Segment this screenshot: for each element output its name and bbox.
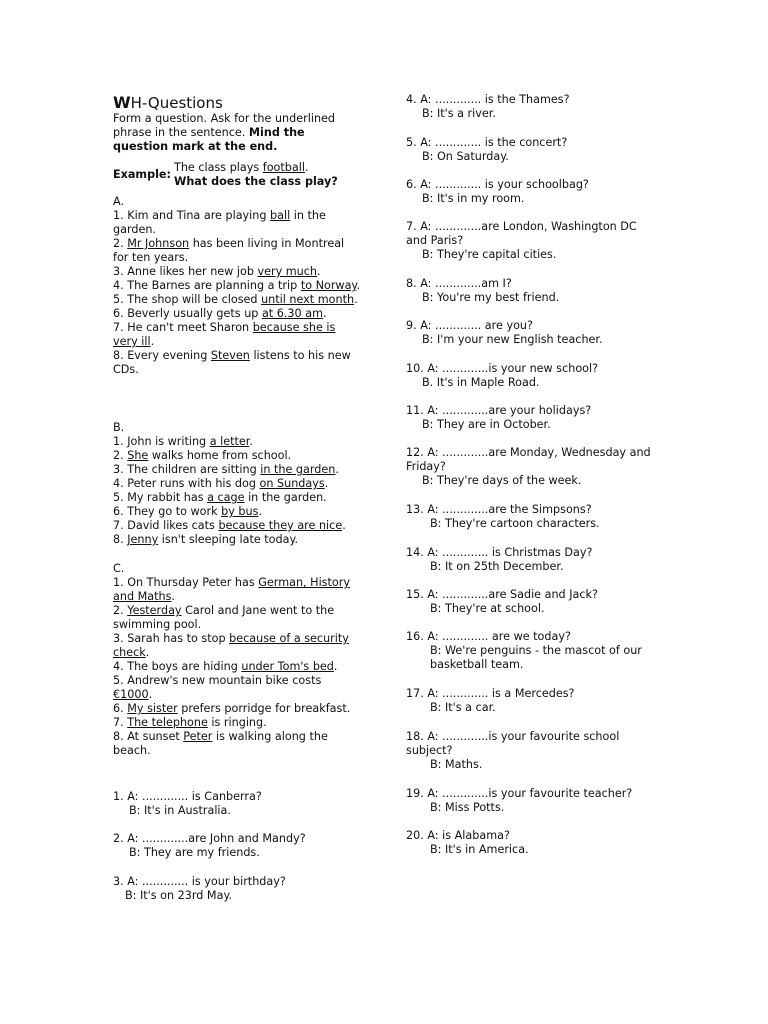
underlined-phrase: Jenny [127,533,159,546]
sentence-text: 3. The children are sitting [113,463,261,476]
qa-item [113,790,363,818]
answer-line: B: It's in America. [430,843,529,856]
question-line: 18. A: .............is your favourite school subject? [406,730,620,757]
answer-line: B: I'm your new English teacher. [422,333,603,346]
sentence-text: 1. Kim and Tina are playing [113,209,271,222]
qa-item [113,875,363,903]
qa-item [406,503,656,531]
instructions-text: Form a question. Ask for the underlined phrase in the sentence. [113,112,336,139]
exercise-sentence [113,533,361,547]
sentence-text: is walking along the beach. [113,730,328,757]
instructions [113,112,358,154]
underlined-phrase: a letter [209,435,250,448]
answer-line: B: It's a river. [422,107,496,120]
sentence-text: 7. He can't meet Sharon [113,321,253,334]
underlined-phrase: She [127,449,149,462]
sentence-text: 1. John is writing [113,435,210,448]
underlined-phrase: by bus [221,505,259,518]
sentence-text: 8. At sunset [113,730,184,743]
exercise-sentence [113,321,361,349]
qa-item [406,93,656,121]
sentence-text: 2. [113,449,128,462]
answer-line: B: You're my best friend. [422,291,560,304]
exercise-sentence [113,604,361,632]
underlined-phrase: to Norway [300,279,357,292]
sentence-text: 4. The Barnes are planning a trip [113,279,301,292]
example-underlined: football [262,161,305,174]
qa-item [406,136,656,164]
section-heading: A. [113,195,125,208]
underlined-phrase: Steven [210,349,250,362]
qa-item [406,687,656,715]
sentence-text: 8. Every evening [113,349,211,362]
sentence-text: isn't sleeping late today. [158,533,299,546]
sentence-text: prefers porridge for breakfast. [177,702,351,715]
exercise-sentence [113,519,361,533]
answer-line: B: They are my friends. [129,846,260,859]
sentence-text: in the garden. [113,209,326,236]
underlined-phrase: a cage [207,491,245,504]
underlined-phrase: Yesterday [127,604,182,617]
qa-item [406,588,656,616]
question-line: 12. A: .............are Monday, Wednesday and Friday? [406,446,651,473]
underlined-phrase: because of a security check [113,632,349,659]
sentence-text: 5. The shop will be closed [113,293,262,306]
answer-line: B: They're at school. [430,602,545,615]
sentence-text: . [150,335,155,348]
exercise-sentence [113,632,361,660]
sentence-text: 4. Peter runs with his dog [113,477,260,490]
exercise-sentence [113,463,361,477]
sentence-text: . [335,463,339,476]
underlined-phrase: in the garden [260,463,336,476]
qa-item [406,829,656,857]
underlined-phrase: German, History and Maths [113,576,350,603]
answer-line: B: It's in Australia. [129,804,231,817]
exercise-sentence [113,307,361,321]
section-c [113,562,361,758]
sentence-text: 6. [113,702,128,715]
question-line: 1. A: ............. is Canberra? [113,790,262,803]
exercise-sentence [113,702,361,716]
underlined-phrase: Mr Johnson [127,237,190,250]
question-line: 9. A: ............. are you? [406,319,533,332]
question-line: 19. A: .............is your favourite teacher? [406,787,633,800]
underlined-phrase: ball [270,209,291,222]
question-line: 20. A: is Alabama? [406,829,510,842]
question-line: 6. A: ............. is your schoolbag? [406,178,589,191]
qa-item [406,277,656,305]
example-sentence-pre: The class plays [174,161,263,174]
exercise-sentence [113,265,361,279]
qa-item [406,630,656,672]
qa-item [406,730,656,772]
question-line: 7. A: .............are London, Washington DC and Paris? [406,220,637,247]
question-line: 13. A: .............are the Simpsons? [406,503,592,516]
qa-item [406,220,656,262]
answer-line: B: They're days of the week. [422,474,582,487]
sentence-text: 5. My rabbit has [113,491,208,504]
question-line: 4. A: ............. is the Thames? [406,93,570,106]
sentence-text: . [356,279,361,292]
title-rest: H-Questions [130,94,223,112]
sentence-text: 8. [113,533,128,546]
exercise-sentence [113,349,361,377]
answer-line: B: It on 25th December. [430,560,564,573]
underlined-phrase: Peter [183,730,213,743]
sentence-text: . [249,435,253,448]
exercise-sentence [113,674,361,702]
section-b [113,421,361,547]
underlined-phrase: because she is very ill [113,321,336,348]
example-sentence-post: . [304,161,309,174]
example-sentence [174,161,309,175]
underlined-phrase: until next month [261,293,355,306]
exercise-sentence [113,660,361,674]
question-line: 10. A: .............is your new school? [406,362,599,375]
title-initial: W [113,93,131,112]
underlined-phrase: on Sundays [259,477,325,490]
qa-item [113,832,363,860]
qa-item [406,546,656,574]
question-line: 16. A: ............. are we today? [406,630,571,643]
exercise-sentence [113,576,361,604]
answer-line: B: It's in my room. [422,192,525,205]
underlined-phrase: under Tom's bed [241,660,334,673]
qa-item [406,446,656,488]
underlined-phrase: at 6.30 am [261,307,323,320]
sentence-text: 2. [113,604,128,617]
section-a [113,195,361,377]
sentence-text: has been living in Montreal for ten years. [113,237,345,264]
underlined-phrase: because they are nice [218,519,343,532]
sentence-text: . [354,293,358,306]
sentence-text: 7. [113,716,128,729]
sentence-text: 2. [113,237,128,250]
section-heading: C. [113,562,125,575]
exercise-sentence [113,209,361,237]
question-line: 11. A: .............are your holidays? [406,404,592,417]
sentence-text: 7. David likes cats [113,519,219,532]
answer-line: B: They're capital cities. [422,248,557,261]
question-line: 5. A: ............. is the concert? [406,136,568,149]
answer-line: B: It's a car. [430,701,496,714]
sentence-text: . [148,688,153,701]
sentence-text: . [342,519,346,532]
sentence-text: 3. Anne likes her new job [113,265,258,278]
example-answer: What does the class play? [174,175,338,188]
qa-item [406,787,656,815]
example-label: Example: [113,168,171,181]
answer-line: B: We're penguins - the mascot of our basketball team. [430,644,642,671]
question-line: 2. A: .............are John and Mandy? [113,832,306,845]
sentence-text: . [322,307,327,320]
exercise-sentence [113,716,361,730]
section-heading: B. [113,421,125,434]
exercise-sentence [113,293,361,307]
sentence-text: 5. Andrew's new mountain bike costs [113,674,322,687]
sentence-text: . [258,505,263,518]
answer-line: B: Miss Potts. [430,801,505,814]
sentence-text: is ringing. [207,716,267,729]
exercise-sentence [113,237,361,265]
answer-line: B: They're cartoon characters. [430,517,600,530]
sentence-text: . [317,265,321,278]
question-line: 15. A: .............are Sadie and Jack? [406,588,598,601]
exercise-sentence [113,449,361,463]
question-line: 14. A: ............. is Christmas Day? [406,546,593,559]
qa-item [406,178,656,206]
exercise-sentence [113,505,361,519]
sentence-text: listens to his new CDs. [113,349,351,376]
question-line: 3. A: ............. is your birthday? [113,875,286,888]
sentence-text: . [324,477,329,490]
exercise-sentence [113,477,361,491]
qa-item [406,404,656,432]
underlined-phrase: My sister [127,702,178,715]
sentence-text: walks home from school. [148,449,292,462]
answer-line: B: They are in October. [422,418,551,431]
underlined-phrase: very much [257,265,318,278]
sentence-text: 6. Beverly usually gets up [113,307,262,320]
worksheet-title [113,94,223,112]
exercise-sentence [113,491,361,505]
sentence-text: . [333,660,338,673]
sentence-text: in the garden. [244,491,327,504]
exercise-sentence [113,730,361,758]
exercise-sentence [113,435,361,449]
sentence-text: . [171,590,175,603]
answer-line: B. It's in Maple Road. [422,376,540,389]
question-line: 17. A: ............. is a Mercedes? [406,687,575,700]
exercise-sentence [113,279,361,293]
answer-line: B: Maths. [430,758,483,771]
sentence-text: Carol and Jane went to the swimming pool. [113,604,335,631]
question-line: 8. A: .............am I? [406,277,512,290]
underlined-phrase: €1000 [113,688,149,701]
answer-line: B: On Saturday. [422,150,509,163]
sentence-text: . [145,646,150,659]
underlined-phrase: The telephone [127,716,208,729]
qa-item [406,362,656,390]
sentence-text: 6. They go to work [113,505,222,518]
answer-line: B: It's on 23rd May. [125,889,233,902]
sentence-text: 3. Sarah has to stop [113,632,230,645]
qa-item [406,319,656,347]
sentence-text: 4. The boys are hiding [113,660,242,673]
instructions-bold: Mind the question mark at the end. [113,126,305,153]
sentence-text: 1. On Thursday Peter has [113,576,259,589]
